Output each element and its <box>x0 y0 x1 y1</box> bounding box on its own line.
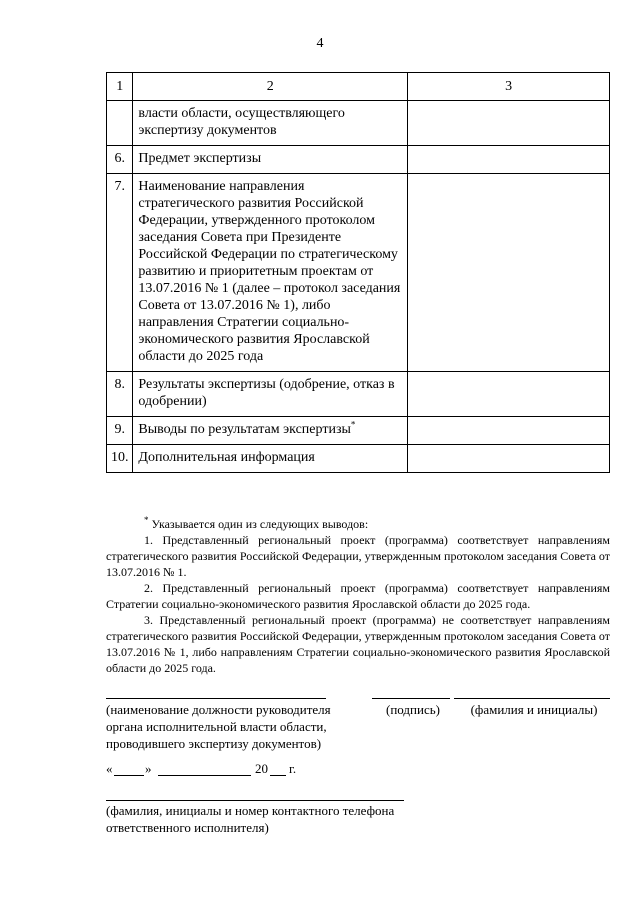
executor-caption: (фамилия, инициалы и номер контактного телефона ответственного исполнителя) <box>106 803 395 835</box>
row-value <box>408 372 610 417</box>
row-number: 9. <box>107 417 133 445</box>
signature-line <box>372 698 450 699</box>
row-label: власти области, осуществляющего экспертизу документов <box>133 101 408 146</box>
header-col-2: 2 <box>133 73 408 101</box>
signature-caption: (подпись) <box>386 702 440 717</box>
row-value <box>408 445 610 473</box>
row-number: 7. <box>107 174 133 372</box>
row-value <box>408 417 610 445</box>
footnote-item: 1. Представленный региональный проект (программа) соответствует направлениям стратегического развития Российской Федерации, утвержденным протоколом заседания Совета от 13.07.2016 № 1. <box>106 533 611 579</box>
row-value <box>408 174 610 372</box>
row-number: 6. <box>107 146 133 174</box>
table-row <box>107 174 610 372</box>
date-open-quote: « <box>106 761 113 776</box>
name-caption: (фамилия и инициалы) <box>470 702 598 717</box>
row-label-cell <box>133 417 408 445</box>
row-label: Наименование направления стратегического развития Российской Федерации, утвержденного протоколом заседания Совета при Президенте Российской Федерации по стратегическому развитию и приоритетным проектам от 13.07.2016 № 1 (далее – протокол заседания Совета от 13.07.2016 № 1), либо направления Стратегии социально-экономического развития Ярославской области до 2025 года <box>133 174 408 372</box>
row-value <box>408 101 610 146</box>
table-row <box>107 445 610 473</box>
header-col-1: 1 <box>107 73 133 101</box>
row-number <box>107 101 133 146</box>
date-year-prefix: 20 <box>255 761 268 776</box>
executor-line <box>106 800 404 801</box>
footnote-item: 3. Представленный региональный проект (программа) не соответствует направлениям стратегического развития Российской Федерации, утвержденным протоколом заседания Совета от 13.07.2016 № 1, либо направлениям Стратегии социально-экономического развития Ярославской области до 2025 года. <box>106 613 611 675</box>
name-line <box>454 698 610 699</box>
table-row <box>107 101 610 146</box>
table-row <box>107 372 610 417</box>
date-month-line <box>158 775 251 776</box>
position-signature-line <box>106 698 326 699</box>
date-year-suffix: г. <box>289 761 297 776</box>
footnote-title-line <box>106 516 610 532</box>
table-row <box>107 146 610 174</box>
row-value <box>408 146 610 174</box>
footnote-item: 2. Представленный региональный проект (программа) соответствует направлениям Стратегии социально-экономического развития Ярославской области до 2025 года. <box>106 581 610 611</box>
row-number: 10. <box>107 445 133 473</box>
date-close-quote: » <box>145 761 152 776</box>
expertise-table <box>106 72 610 473</box>
table-header-row <box>107 73 610 101</box>
row-label: Дополнительная информация <box>133 445 408 473</box>
page-number: 4 <box>316 36 324 51</box>
footnote-mark: * <box>144 515 149 525</box>
footnote-title: Указывается один из следующих выводов: <box>151 517 369 531</box>
footnote-block <box>106 516 610 676</box>
table-row <box>107 417 610 445</box>
date-year-line <box>270 775 286 776</box>
row-label: Выводы по результатам экспертизы <box>138 422 351 437</box>
header-col-3: 3 <box>408 73 610 101</box>
row-number: 8. <box>107 372 133 417</box>
footnote-mark: * <box>350 419 356 430</box>
date-day-line <box>114 775 144 776</box>
row-label: Предмет экспертизы <box>133 146 408 174</box>
row-label: Результаты экспертизы (одобрение, отказ в одобрении) <box>133 372 408 417</box>
position-caption: (наименование должности руководителя органа исполнительной власти области, проводившего экспертизу документов) <box>106 702 331 751</box>
